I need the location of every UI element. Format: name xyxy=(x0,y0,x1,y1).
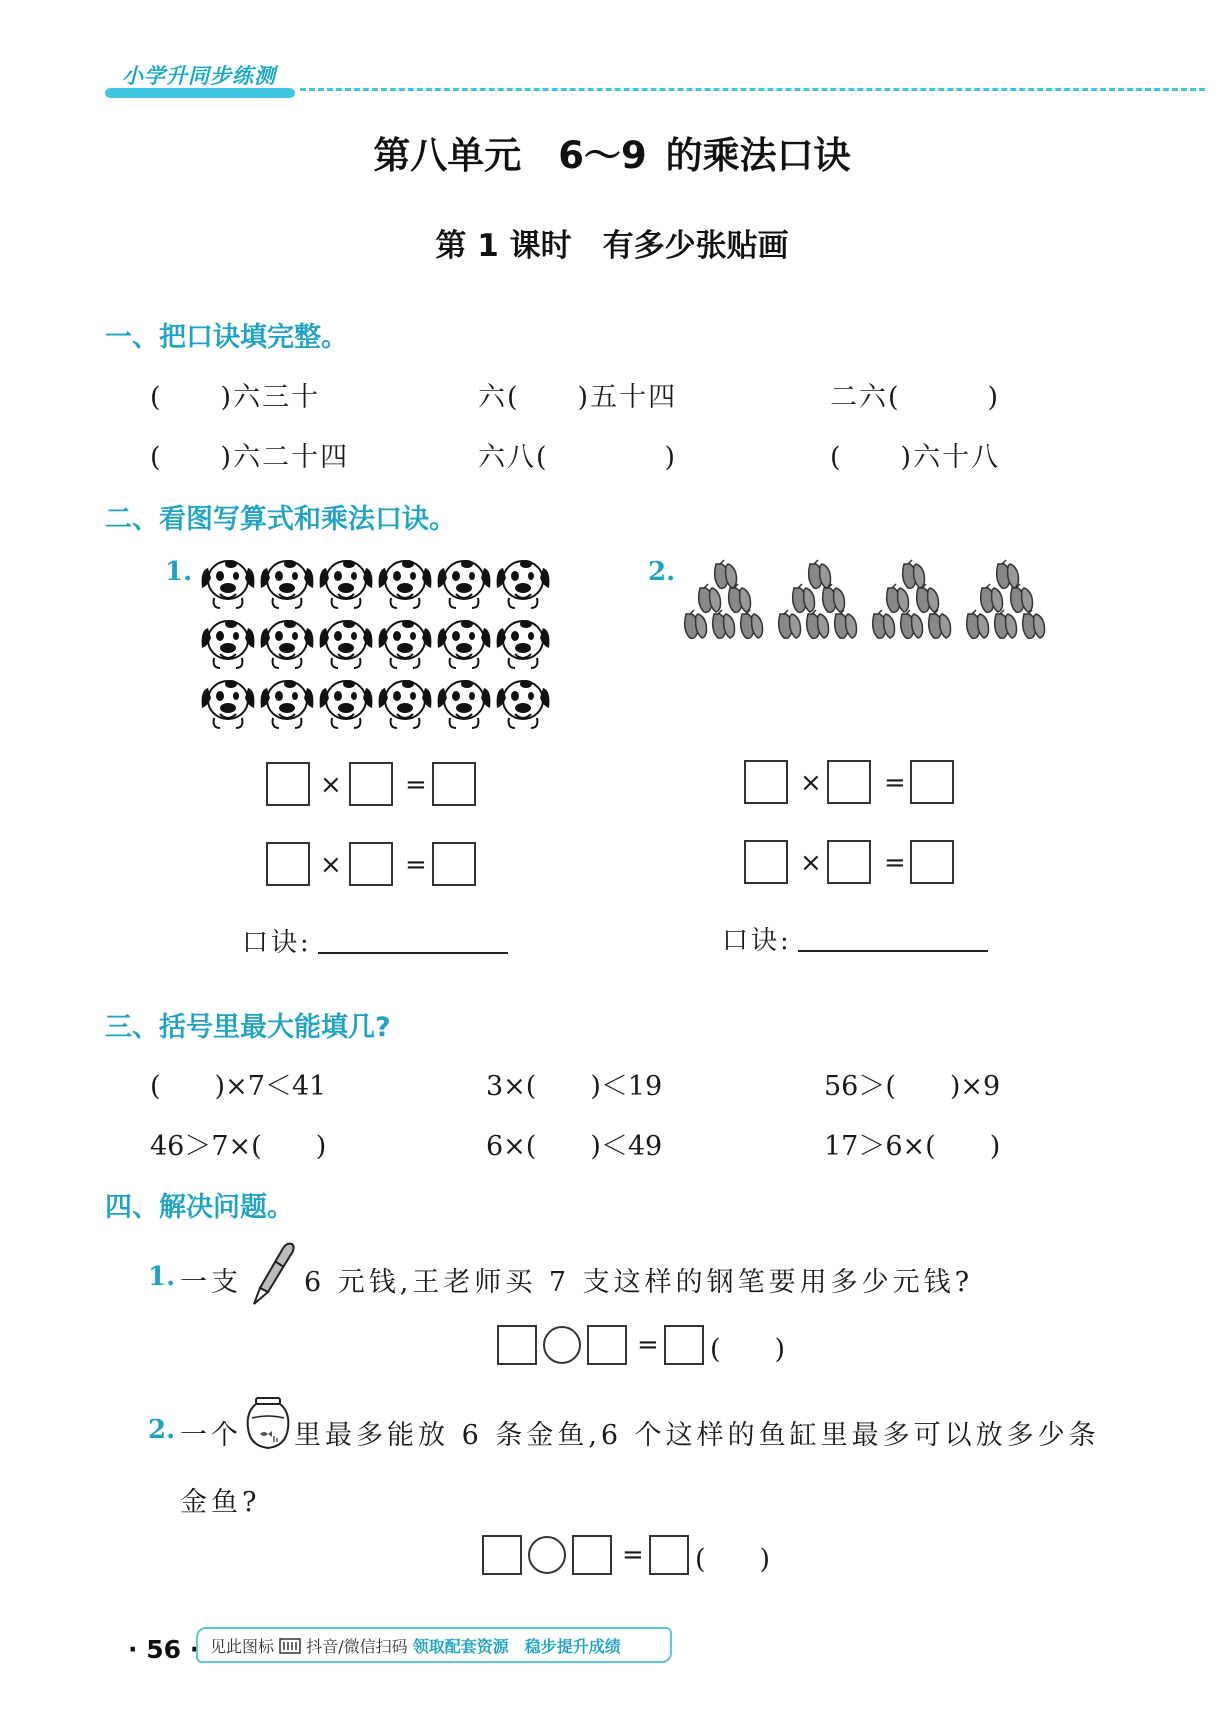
answer-box[interactable] xyxy=(649,1535,689,1575)
answer-box[interactable] xyxy=(266,842,310,886)
question-text: 一个 xyxy=(180,1420,242,1451)
puppy-icon xyxy=(202,620,550,668)
unit-paren[interactable]: ( ) xyxy=(695,1544,771,1575)
eggplant-icon xyxy=(779,560,857,638)
answer-box[interactable] xyxy=(349,762,393,806)
answer-box[interactable] xyxy=(744,840,788,884)
formula-answer-line[interactable] xyxy=(318,952,508,954)
fountain-pen-icon xyxy=(250,1240,298,1308)
answer-box[interactable] xyxy=(587,1325,627,1365)
section2-heading: 二、看图写算式和乘法口诀。 xyxy=(105,504,456,535)
section4-heading: 四、解决问题。 xyxy=(105,1192,294,1223)
formula-answer-line[interactable] xyxy=(798,950,988,952)
question-text: 里最多能放 6 条金鱼,6 个这样的鱼缸里最多可以放多少条 xyxy=(294,1420,1100,1451)
question-text: 一支 xyxy=(180,1267,242,1298)
inequality-item[interactable]: 3×( )＜19 xyxy=(486,1071,663,1102)
times-sign: × xyxy=(800,768,822,798)
brand-underline xyxy=(105,88,295,98)
question-text: 6 元钱,王老师买 7 支这样的钢笔要用多少元钱? xyxy=(304,1267,974,1298)
answer-box[interactable] xyxy=(827,760,871,804)
eggplant-icon xyxy=(967,560,1045,638)
section1-heading: 一、把口诀填完整。 xyxy=(105,322,348,353)
equals-sign: = xyxy=(622,1540,644,1570)
eggplant-icon xyxy=(873,560,951,638)
inequality-item[interactable]: 46＞7×( ) xyxy=(150,1131,327,1162)
footer-promo: 领取配套资源 稳步提升成绩 xyxy=(412,1637,621,1656)
times-sign: × xyxy=(320,850,342,880)
equals-sign: = xyxy=(637,1330,659,1360)
puppy-icon xyxy=(202,680,550,728)
fill-item[interactable]: ( )六三十 xyxy=(150,382,321,413)
answer-box[interactable] xyxy=(910,760,954,804)
operator-circle[interactable] xyxy=(543,1326,581,1364)
brand-label: 小学升同步练测 xyxy=(122,64,276,88)
unit-paren[interactable]: ( ) xyxy=(710,1334,786,1365)
puppy-icon xyxy=(202,560,550,608)
footer-text xyxy=(210,1634,621,1657)
inequality-item[interactable]: ( )×7＜41 xyxy=(150,1071,327,1102)
header-dashed-line xyxy=(300,88,1205,91)
answer-box[interactable] xyxy=(349,842,393,886)
unit-title: 第八单元 6～9 的乘法口诀 xyxy=(373,134,851,177)
eggplant-icon xyxy=(685,560,763,638)
equals-sign: = xyxy=(884,768,906,798)
equals-sign: = xyxy=(405,770,427,800)
times-sign: × xyxy=(800,848,822,878)
equals-sign: = xyxy=(884,848,906,878)
answer-box[interactable] xyxy=(572,1535,612,1575)
formula-label: 口诀: xyxy=(722,926,792,956)
question-number: 2. xyxy=(148,1415,176,1445)
puppy-grid xyxy=(198,550,568,736)
item-number: 1. xyxy=(165,557,193,587)
answer-box[interactable] xyxy=(266,762,310,806)
formula-label: 口诀: xyxy=(242,928,312,958)
inequality-item[interactable]: 17＞6×( ) xyxy=(824,1131,1001,1162)
item-number: 2. xyxy=(648,557,676,587)
fill-item[interactable]: 六八( ) xyxy=(478,442,678,473)
fill-item[interactable]: ( )六二十四 xyxy=(150,442,350,473)
inequality-item[interactable]: 6×( )＜49 xyxy=(486,1131,663,1162)
footer-scan-label2: 抖音/微信扫码 xyxy=(306,1637,408,1656)
fill-item[interactable]: ( )六十八 xyxy=(830,442,1001,473)
answer-box[interactable] xyxy=(432,842,476,886)
operator-circle[interactable] xyxy=(528,1536,566,1574)
fish-bowl-icon xyxy=(246,1396,290,1450)
answer-box[interactable] xyxy=(482,1535,522,1575)
lesson-title: 第 1 课时 有多少张贴画 xyxy=(435,228,789,264)
inequality-item[interactable]: 56＞( )×9 xyxy=(824,1071,1001,1102)
equals-sign: = xyxy=(405,850,427,880)
page-number: · 56 · xyxy=(128,1635,200,1664)
section3-heading: 三、括号里最大能填几? xyxy=(105,1012,391,1043)
answer-box[interactable] xyxy=(910,840,954,884)
answer-box[interactable] xyxy=(827,840,871,884)
footer-scan-label: 见此图标 xyxy=(210,1637,275,1656)
answer-box[interactable] xyxy=(432,762,476,806)
question-number: 1. xyxy=(148,1262,176,1292)
qr-scan-icon xyxy=(279,1638,301,1654)
answer-box[interactable] xyxy=(744,760,788,804)
eggplant-groups xyxy=(682,556,1062,646)
fill-item[interactable]: 二六( ) xyxy=(830,382,1001,413)
answer-box[interactable] xyxy=(497,1325,537,1365)
times-sign: × xyxy=(320,770,342,800)
fill-item[interactable]: 六( )五十四 xyxy=(478,382,678,413)
question-text: 金鱼? xyxy=(180,1487,261,1518)
answer-box[interactable] xyxy=(664,1325,704,1365)
